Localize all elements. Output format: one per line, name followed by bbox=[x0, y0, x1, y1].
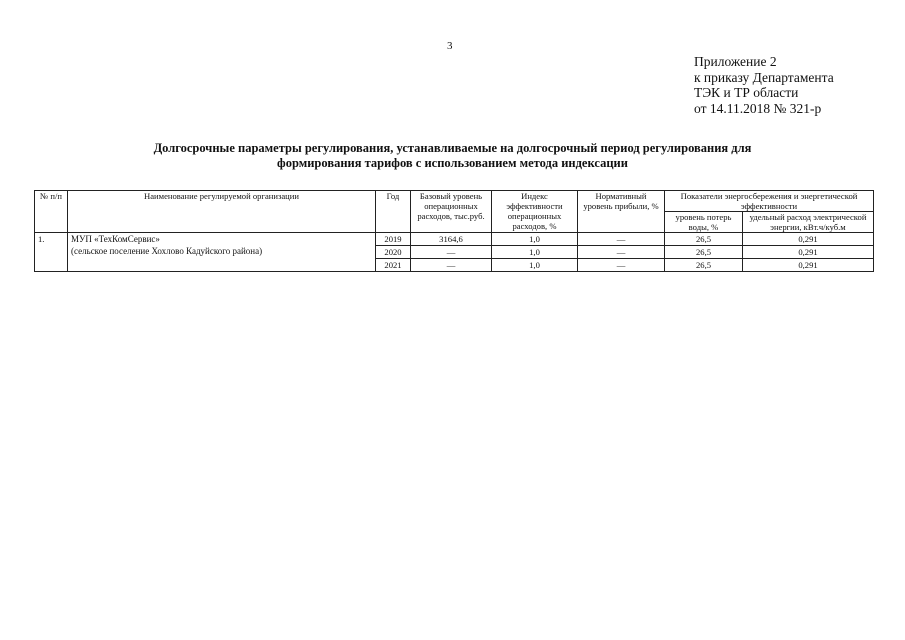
document-title bbox=[70, 141, 835, 171]
profit-level-cell: — bbox=[578, 259, 665, 272]
header-organization: Наименование регулируемой организации bbox=[68, 191, 376, 233]
year-cell: 2020 bbox=[376, 246, 411, 259]
year-cell: 2019 bbox=[376, 233, 411, 246]
base-expenses-cell: — bbox=[411, 246, 492, 259]
organization-name: МУП «ТехКомСервис» bbox=[71, 234, 160, 244]
appendix-line: к приказу Департамента bbox=[694, 69, 834, 85]
electric-consumption-cell: 0,291 bbox=[743, 259, 874, 272]
base-expenses-cell: — bbox=[411, 259, 492, 272]
header-energy-indicators: Показатели энергосбережения и энергетической эффективности bbox=[665, 191, 874, 212]
electric-consumption-cell: 0,291 bbox=[743, 233, 874, 246]
organization-area: (сельское поселение Хохлово Кадуйского района) bbox=[71, 246, 263, 256]
organization-cell bbox=[68, 233, 376, 272]
appendix-line: Приложение 2 bbox=[694, 54, 777, 69]
efficiency-index-cell: 1,0 bbox=[492, 233, 578, 246]
appendix-block bbox=[694, 54, 834, 116]
water-losses-cell: 26,5 bbox=[665, 259, 743, 272]
efficiency-index-cell: 1,0 bbox=[492, 259, 578, 272]
header-electric-consumption: удельный расход электрической энергии, кВт.ч/куб.м bbox=[743, 212, 874, 233]
year-cell: 2021 bbox=[376, 259, 411, 272]
water-losses-cell: 26,5 bbox=[665, 233, 743, 246]
table-row bbox=[35, 233, 874, 246]
header-year: Год bbox=[376, 191, 411, 233]
profit-level-cell: — bbox=[578, 246, 665, 259]
title-line: Долгосрочные параметры регулирования, устанавливаемые на долгосрочный период регулирования для bbox=[153, 141, 752, 155]
appendix-line: от 14.11.2018 № 321-р bbox=[694, 100, 822, 116]
title-line: формирования тарифов с использованием метода индексации bbox=[277, 156, 628, 170]
header-profit-level: Нормативный уровень прибыли, % bbox=[578, 191, 665, 233]
base-expenses-cell: 3164,6 bbox=[411, 233, 492, 246]
profit-level-cell: — bbox=[578, 233, 665, 246]
page-number: 3 bbox=[447, 40, 453, 52]
header-water-losses: уровень потерь воды, % bbox=[665, 212, 743, 233]
efficiency-index-cell: 1,0 bbox=[492, 246, 578, 259]
header-num: № п/п bbox=[35, 191, 68, 233]
water-losses-cell: 26,5 bbox=[665, 246, 743, 259]
parameters-table bbox=[34, 190, 874, 272]
appendix-line: ТЭК и ТР области bbox=[694, 85, 799, 100]
header-base-expenses: Базовый уровень операционных расходов, тыс.руб. bbox=[411, 191, 492, 233]
row-number: 1. bbox=[35, 233, 68, 272]
header-efficiency-index: Индекс эффективности операционных расходов, % bbox=[492, 191, 578, 233]
electric-consumption-cell: 0,291 bbox=[743, 246, 874, 259]
